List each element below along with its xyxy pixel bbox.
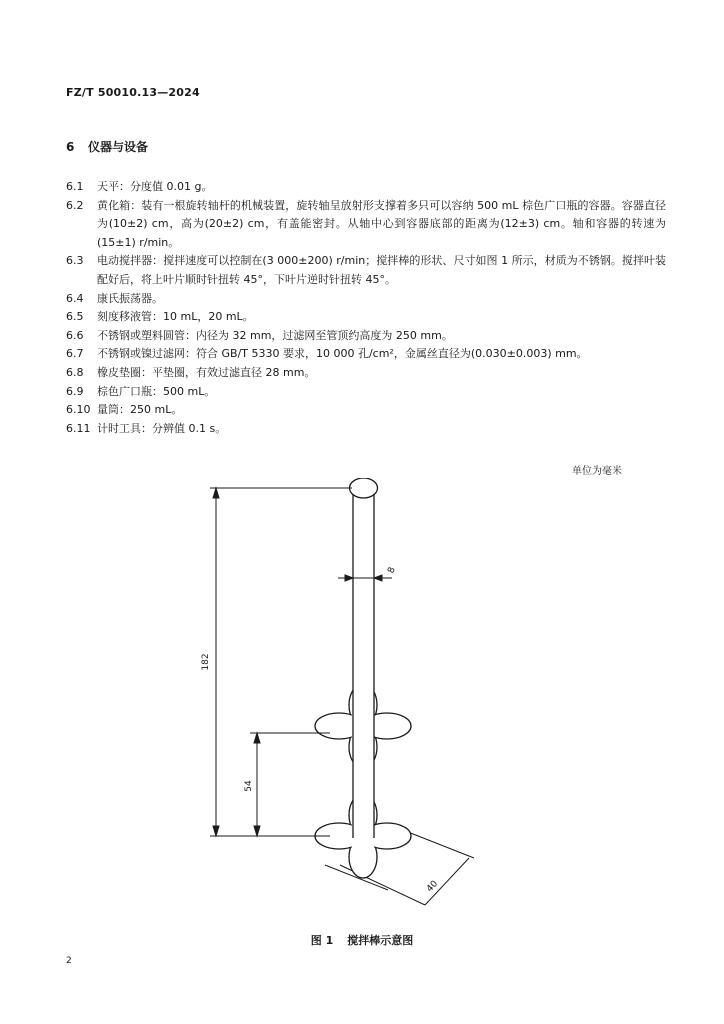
list-item xyxy=(66,327,666,346)
unit-note: 单位为毫米 xyxy=(572,466,622,477)
list-item xyxy=(66,290,666,309)
list-item xyxy=(66,197,666,253)
stirring-rod-diagram xyxy=(195,478,495,918)
figure-caption xyxy=(0,932,724,948)
page-number: 2 xyxy=(66,956,72,966)
item-number: 6.6 xyxy=(66,328,84,342)
item-text: 电动搅拌器：搅拌速度可以控制在(3 000±200) r/min；搅拌棒的形状、尺寸如图 1 所示，材质为不锈钢。搅拌叶装配好后，将上叶片顺时针扭转 45°，下叶片逆时针扭转 45°。 xyxy=(97,254,666,286)
dimension-54-lines xyxy=(250,733,330,836)
list-item xyxy=(66,345,666,364)
list-item xyxy=(66,401,666,420)
section-title: 仪器与设备 xyxy=(88,140,149,154)
item-text: 刻度移液管：10 mL，20 mL。 xyxy=(97,310,254,324)
section-number: 6 xyxy=(66,140,75,154)
item-text: 橡皮垫圈：平垫圈，有效过滤直径 28 mm。 xyxy=(97,365,316,379)
item-number: 6.10 xyxy=(66,403,91,417)
item-text: 康氏振荡器。 xyxy=(97,291,163,305)
item-text: 棕色广口瓶：500 mL。 xyxy=(97,384,216,398)
item-text: 不锈钢或塑料圆管：内径为 32 mm，过滤网至管顶约高度为 250 mm。 xyxy=(97,328,453,342)
item-number: 6.4 xyxy=(66,291,84,305)
item-number: 6.1 xyxy=(66,180,84,193)
item-list xyxy=(66,178,666,438)
dimension-8-label: 8 xyxy=(386,565,398,575)
list-item xyxy=(66,252,666,289)
item-number: 6.3 xyxy=(66,254,84,268)
figure-number: 图 1 xyxy=(310,934,334,947)
list-item xyxy=(66,178,666,197)
shaft xyxy=(350,478,378,838)
dimension-182-lines xyxy=(210,488,352,836)
list-item xyxy=(66,383,666,402)
item-text: 黄化箱：装有一根旋转轴杆的机械装置，旋转轴呈放射形支撑着多只可以容纳 500 mL 棕色广口瓶的容器。容器直径为(10±2) cm，高为(20±2) cm，有盖能密封。从轴中心到容器底部的距离为(12±3) cm。轴和容器的转速为(15±1) r/min。 xyxy=(97,198,666,249)
item-number: 6.8 xyxy=(66,365,84,379)
dimension-40-label: 40 xyxy=(424,879,441,895)
item-text: 量筒：250 mL。 xyxy=(97,403,183,417)
list-item xyxy=(66,364,666,383)
item-text: 天平：分度值 0.01 g。 xyxy=(97,180,213,193)
item-text: 不锈钢或镍过滤网：符合 GB/T 5330 要求，10 000 孔/cm²，金属丝直径为(0.030±0.003) mm。 xyxy=(97,347,588,361)
list-item xyxy=(66,308,666,327)
item-number: 6.7 xyxy=(66,347,84,361)
item-number: 6.9 xyxy=(66,384,84,398)
section-heading xyxy=(66,138,148,155)
dimension-182-label: 182 xyxy=(201,653,211,671)
item-number: 6.5 xyxy=(66,310,84,324)
document-code: FZ/T 50010.13—2024 xyxy=(66,86,200,99)
item-text: 计时工具：分辨值 0.1 s。 xyxy=(97,421,227,435)
figure-title: 搅拌棒示意图 xyxy=(347,934,414,947)
list-item xyxy=(66,420,666,439)
dimension-54-label: 54 xyxy=(244,780,254,792)
item-number: 6.2 xyxy=(66,198,84,212)
item-number: 6.11 xyxy=(66,421,91,435)
